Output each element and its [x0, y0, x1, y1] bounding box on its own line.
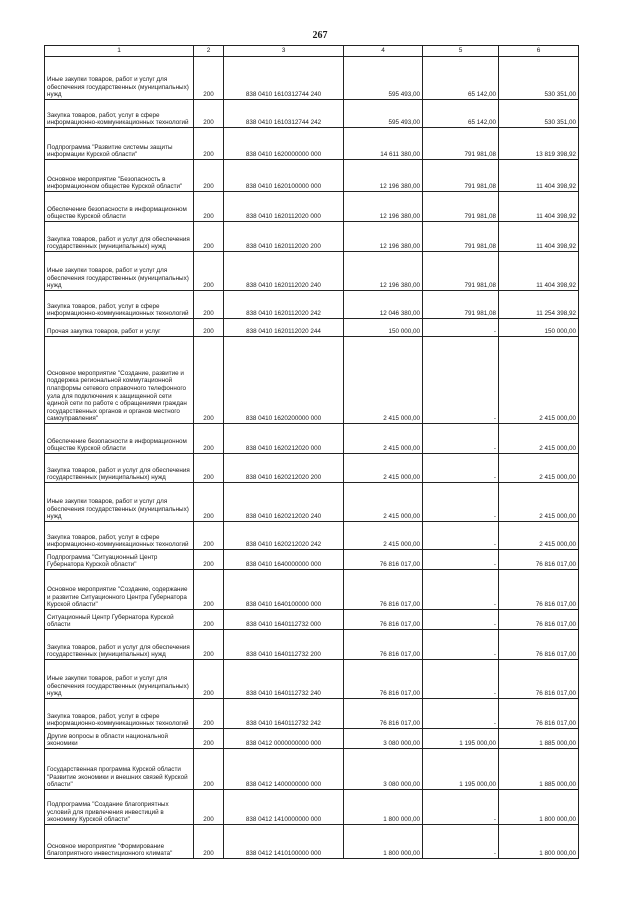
row-col6: 150 000,00	[499, 319, 579, 337]
row-name: Другие вопросы в области национальной экономики	[45, 729, 194, 749]
row-col5: 65 142,00	[423, 100, 499, 128]
row-col5: 791 981,08	[423, 160, 499, 192]
table-row	[45, 483, 579, 522]
row-col5: 65 142,00	[423, 57, 499, 100]
row-code: 838 0410 1640112732 240	[224, 660, 344, 699]
row-col4: 76 816 017,00	[344, 570, 423, 610]
row-col2: 200	[194, 699, 224, 729]
row-name: Иные закупки товаров, работ и услуг для обеспечения государственных (муниципальных) нужд	[45, 57, 194, 100]
table-row	[45, 192, 579, 222]
row-col5: -	[423, 522, 499, 550]
row-code: 838 0410 1620000000 000	[224, 128, 344, 160]
row-col2: 200	[194, 57, 224, 100]
row-name: Основное мероприятие "Создание, развитие и поддержка региональной коммутационной платформы сетевого справочного телефонного узла для подключения к защищенной сети единой сети по работе с обращениями граждан государственных органов и органов местного самоуправления"	[45, 337, 194, 424]
table-row	[45, 790, 579, 825]
row-col6: 1 800 000,00	[499, 790, 579, 825]
row-col4: 3 080 000,00	[344, 749, 423, 790]
row-col2: 200	[194, 454, 224, 483]
row-col6: 2 415 000,00	[499, 454, 579, 483]
table-row	[45, 550, 579, 570]
row-name: Иные закупки товаров, работ и услуг для обеспечения государственных (муниципальных) нужд	[45, 252, 194, 291]
row-code: 838 0410 1620112020 240	[224, 252, 344, 291]
row-col6: 11 404 398,92	[499, 160, 579, 192]
row-name: Государственная программа Курской области "Развитие экономики и внешних связей Курской области"	[45, 749, 194, 790]
row-col4: 76 816 017,00	[344, 610, 423, 630]
table-row	[45, 424, 579, 454]
row-code: 838 0412 0000000000 000	[224, 729, 344, 749]
row-col6: 2 415 000,00	[499, 424, 579, 454]
row-name: Основное мероприятие "Формирование благоприятного инвестиционного климата"	[45, 825, 194, 859]
row-col2: 200	[194, 610, 224, 630]
row-col6: 11 404 398,92	[499, 222, 579, 252]
row-col4: 2 415 000,00	[344, 522, 423, 550]
row-name: Закупка товаров, работ и услуг для обеспечения государственных (муниципальных) нужд	[45, 454, 194, 483]
row-col6: 76 816 017,00	[499, 570, 579, 610]
row-col4: 2 415 000,00	[344, 483, 423, 522]
row-col6: 1 800 000,00	[499, 825, 579, 859]
row-col6: 530 351,00	[499, 57, 579, 100]
budget-table	[44, 45, 579, 859]
table-row	[45, 660, 579, 699]
row-col2: 200	[194, 660, 224, 699]
row-col2: 200	[194, 128, 224, 160]
row-col4: 150 000,00	[344, 319, 423, 337]
row-col5: -	[423, 660, 499, 699]
table-row	[45, 57, 579, 100]
row-col4: 2 415 000,00	[344, 454, 423, 483]
row-col4: 595 493,00	[344, 100, 423, 128]
row-name: Закупка товаров, работ, услуг в сфере информационно-коммуникационных технологий	[45, 291, 194, 319]
row-col4: 12 196 380,00	[344, 192, 423, 222]
header-cell-3: 3	[224, 46, 344, 57]
row-col2: 200	[194, 160, 224, 192]
row-col5: -	[423, 337, 499, 424]
row-code: 838 0412 1410000000 000	[224, 790, 344, 825]
row-col6: 2 415 000,00	[499, 522, 579, 550]
table-row	[45, 699, 579, 729]
row-col6: 76 816 017,00	[499, 550, 579, 570]
row-col2: 200	[194, 522, 224, 550]
row-col4: 76 816 017,00	[344, 550, 423, 570]
row-col4: 3 080 000,00	[344, 729, 423, 749]
row-code: 838 0410 1620212020 240	[224, 483, 344, 522]
row-col5: -	[423, 550, 499, 570]
row-col6: 2 415 000,00	[499, 337, 579, 424]
row-col5: -	[423, 570, 499, 610]
row-col5: -	[423, 610, 499, 630]
row-col5: -	[423, 699, 499, 729]
row-col4: 14 611 380,00	[344, 128, 423, 160]
table-row	[45, 454, 579, 483]
table-row	[45, 222, 579, 252]
row-name: Подпрограмма "Ситуационный Центр Губернатора Курской области"	[45, 550, 194, 570]
row-col4: 2 415 000,00	[344, 337, 423, 424]
table-row	[45, 570, 579, 610]
row-col5: 791 981,08	[423, 128, 499, 160]
table-row	[45, 630, 579, 660]
table-row	[45, 825, 579, 859]
row-col2: 200	[194, 729, 224, 749]
row-code: 838 0412 1410100000 000	[224, 825, 344, 859]
row-code: 838 0410 1620200000 000	[224, 337, 344, 424]
row-col6: 76 816 017,00	[499, 660, 579, 699]
row-col2: 200	[194, 790, 224, 825]
row-col5: -	[423, 319, 499, 337]
row-col5: -	[423, 483, 499, 522]
row-col6: 76 816 017,00	[499, 699, 579, 729]
row-col2: 200	[194, 291, 224, 319]
row-col4: 2 415 000,00	[344, 424, 423, 454]
row-name: Прочая закупка товаров, работ и услуг	[45, 319, 194, 337]
row-code: 838 0410 1620112020 200	[224, 222, 344, 252]
row-name: Основное мероприятие "Создание, содержание и развитие Ситуационного Центра Губернатора Курской области"	[45, 570, 194, 610]
row-code: 838 0410 1640000000 000	[224, 550, 344, 570]
row-code: 838 0410 1610312744 240	[224, 57, 344, 100]
row-col5: 791 981,08	[423, 192, 499, 222]
row-col2: 200	[194, 483, 224, 522]
row-code: 838 0410 1620112020 000	[224, 192, 344, 222]
row-col2: 200	[194, 252, 224, 291]
row-col2: 200	[194, 570, 224, 610]
row-col5: 1 195 000,00	[423, 729, 499, 749]
row-col2: 200	[194, 222, 224, 252]
table-row	[45, 252, 579, 291]
table-row	[45, 319, 579, 337]
table-row	[45, 160, 579, 192]
table-row	[45, 522, 579, 550]
row-code: 838 0410 1640112732 200	[224, 630, 344, 660]
row-col6: 1 885 000,00	[499, 729, 579, 749]
row-code: 838 0410 1620212020 200	[224, 454, 344, 483]
row-name: Закупка товаров, работ и услуг для обеспечения государственных (муниципальных) нужд	[45, 630, 194, 660]
row-name: Обеспечение безопасности в информационном обществе Курской области	[45, 192, 194, 222]
row-code: 838 0410 1620212020 242	[224, 522, 344, 550]
row-code: 838 0410 1620112020 244	[224, 319, 344, 337]
row-code: 838 0410 1640100000 000	[224, 570, 344, 610]
table-row	[45, 749, 579, 790]
row-col4: 12 196 380,00	[344, 252, 423, 291]
row-col4: 76 816 017,00	[344, 630, 423, 660]
row-col2: 200	[194, 630, 224, 660]
row-col6: 11 254 398,92	[499, 291, 579, 319]
row-col4: 595 493,00	[344, 57, 423, 100]
row-col6: 76 816 017,00	[499, 610, 579, 630]
row-col4: 12 046 380,00	[344, 291, 423, 319]
row-name: Ситуационный Центр Губернатора Курской области	[45, 610, 194, 630]
row-code: 838 0410 1620212020 000	[224, 424, 344, 454]
row-col2: 200	[194, 192, 224, 222]
row-name: Обеспечение безопасности в информационном обществе Курской области	[45, 424, 194, 454]
row-col2: 200	[194, 825, 224, 859]
row-name: Основное мероприятие "Безопасность в информационном обществе Курской области"	[45, 160, 194, 192]
row-col5: 791 981,08	[423, 222, 499, 252]
row-col5: 791 981,08	[423, 291, 499, 319]
row-col4: 1 800 000,00	[344, 825, 423, 859]
row-name: Закупка товаров, работ и услуг для обеспечения государственных (муниципальных) нужд	[45, 222, 194, 252]
row-col4: 12 196 380,00	[344, 160, 423, 192]
row-col5: -	[423, 454, 499, 483]
row-col6: 11 404 398,92	[499, 252, 579, 291]
row-col5: 1 195 000,00	[423, 749, 499, 790]
row-name: Подпрограмма "Создание благоприятных условий для привлечения инвестиций в экономику Курской области"	[45, 790, 194, 825]
row-name: Иные закупки товаров, работ и услуг для обеспечения государственных (муниципальных) нужд	[45, 483, 194, 522]
header-cell-6: 6	[499, 46, 579, 57]
table-row	[45, 100, 579, 128]
row-col6: 2 415 000,00	[499, 483, 579, 522]
row-name: Закупка товаров, работ, услуг в сфере информационно-коммуникационных технологий	[45, 100, 194, 128]
header-cell-5: 5	[423, 46, 499, 57]
row-code: 838 0410 1640112732 000	[224, 610, 344, 630]
header-cell-1: 1	[45, 46, 194, 57]
row-code: 838 0410 1620100000 000	[224, 160, 344, 192]
row-col6: 530 351,00	[499, 100, 579, 128]
row-name: Иные закупки товаров, работ и услуг для обеспечения государственных (муниципальных) нужд	[45, 660, 194, 699]
row-col6: 1 885 000,00	[499, 749, 579, 790]
header-cell-2: 2	[194, 46, 224, 57]
row-code: 838 0410 1610312744 242	[224, 100, 344, 128]
page-number: 267	[312, 30, 328, 41]
row-col2: 200	[194, 319, 224, 337]
row-col4: 76 816 017,00	[344, 699, 423, 729]
row-col5: 791 981,08	[423, 252, 499, 291]
row-code: 838 0412 1400000000 000	[224, 749, 344, 790]
table-header-row	[45, 46, 579, 57]
row-col5: -	[423, 424, 499, 454]
row-col5: -	[423, 825, 499, 859]
header-cell-4: 4	[344, 46, 423, 57]
row-col2: 200	[194, 550, 224, 570]
row-code: 838 0410 1640112732 242	[224, 699, 344, 729]
table-row	[45, 291, 579, 319]
row-col6: 13 819 398,92	[499, 128, 579, 160]
row-col6: 11 404 398,92	[499, 192, 579, 222]
row-col2: 200	[194, 337, 224, 424]
row-col6: 76 816 017,00	[499, 630, 579, 660]
row-col4: 12 196 380,00	[344, 222, 423, 252]
row-col2: 200	[194, 100, 224, 128]
row-code: 838 0410 1620112020 242	[224, 291, 344, 319]
row-col5: -	[423, 790, 499, 825]
table-row	[45, 128, 579, 160]
table-row	[45, 610, 579, 630]
row-col4: 76 816 017,00	[344, 660, 423, 699]
row-col5: -	[423, 630, 499, 660]
row-name: Закупка товаров, работ, услуг в сфере информационно-коммуникационных технологий	[45, 699, 194, 729]
table-row	[45, 729, 579, 749]
row-col4: 1 800 000,00	[344, 790, 423, 825]
row-col2: 200	[194, 424, 224, 454]
row-col2: 200	[194, 749, 224, 790]
table-row	[45, 337, 579, 424]
row-name: Подпрограмма "Развитие системы защиты информации Курской области"	[45, 128, 194, 160]
row-name: Закупка товаров, работ, услуг в сфере информационно-коммуникационных технологий	[45, 522, 194, 550]
